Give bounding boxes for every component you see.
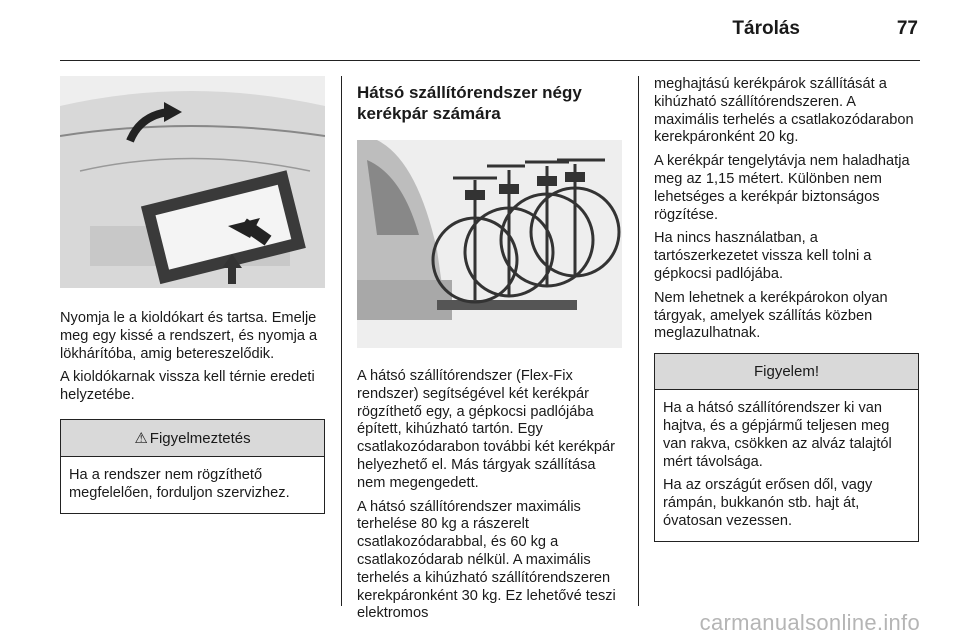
page-header-title: Tárolás — [732, 18, 800, 39]
warning-triangle-icon: ⚠ — [134, 429, 148, 447]
notice-title: Figyelem! — [655, 354, 918, 390]
instruction-paragraph: Nyomja le a kioldókart és tartsa. Emelje meg egy kissé a rendszert, és nyomja a lökhárítóba, amig betereszelődik. — [60, 310, 318, 362]
notice-box — [654, 353, 919, 542]
notice-text: Ha az országút erősen dől, vagy rámpán, bukkanón stb. hajt át, óvatosan vezessen. — [663, 477, 873, 529]
page-number: 77 — [896, 18, 918, 39]
body-paragraph: meghajtású kerékpárok szállítását a kihúzható szállítórendszeren. A maximális terhelés a csatlakozódarabon kerekpáronként 20 kg. — [654, 76, 914, 146]
carrier-release-illustration — [60, 76, 325, 288]
warning-box — [60, 419, 325, 514]
warning-header — [61, 420, 324, 457]
body-paragraph: Ha nincs használatban, a tartószerkezetet vissza kell tolni a gépkocsi padlójába. — [654, 230, 872, 282]
column-divider-right — [638, 76, 639, 606]
watermark: carmanualsonline.info — [699, 610, 920, 635]
instruction-paragraph: A kioldókarnak vissza kell térnie eredeti helyzetébe. — [60, 369, 315, 404]
right-column — [654, 76, 919, 542]
header-rule — [60, 60, 920, 61]
body-paragraph: A kerékpár tengelytávja nem haladhatja meg az 1,15 métert. Különben nem lehetséges a kerékpár biztonságos rögzítése. — [654, 153, 910, 223]
column-divider-left — [341, 76, 342, 606]
left-column — [60, 76, 325, 514]
section-heading: Hátsó szállítórendszer négy kerékpár számára — [357, 83, 582, 123]
warning-title: Figyelmeztetés — [149, 429, 251, 447]
middle-column — [357, 76, 622, 629]
body-paragraph: A hátsó szállítórendszer maximális terhelése 80 kg a rászerelt csatlakozódarabbal, és 60 kg a csatlakozódarab nélkül. A maximális terhelés a kihúzható szállítórendszeren kerekpáronként 30 kg. Ez lehetővé teszi elektromos — [357, 498, 616, 622]
body-paragraph: A hátsó szállítórendszer (Flex-Fix rendszer) segítségével két kerékpár rögzíthető egy, a gépkocsi padlójába épített, kihúzható tartón. Egy csatlakozódarabon további két kerékpár helyezhető el. Más tárgyak szállítása nem megengedett. — [357, 368, 615, 491]
four-bike-carrier-illustration — [357, 140, 622, 348]
notice-text: Ha a hátsó szállítórendszer ki van hajtva, és a gépjármű teljesen meg van rakva, csökken az alváz talajtól mért távolsága. — [663, 400, 892, 470]
warning-text: Ha a rendszer nem rögzíthető megfelelően, forduljon szervizhez. — [69, 466, 290, 501]
body-paragraph: Nem lehetnek a kerékpárokon olyan tárgyak, amelyek szállítás közben meglazulhatnak. — [654, 289, 888, 342]
